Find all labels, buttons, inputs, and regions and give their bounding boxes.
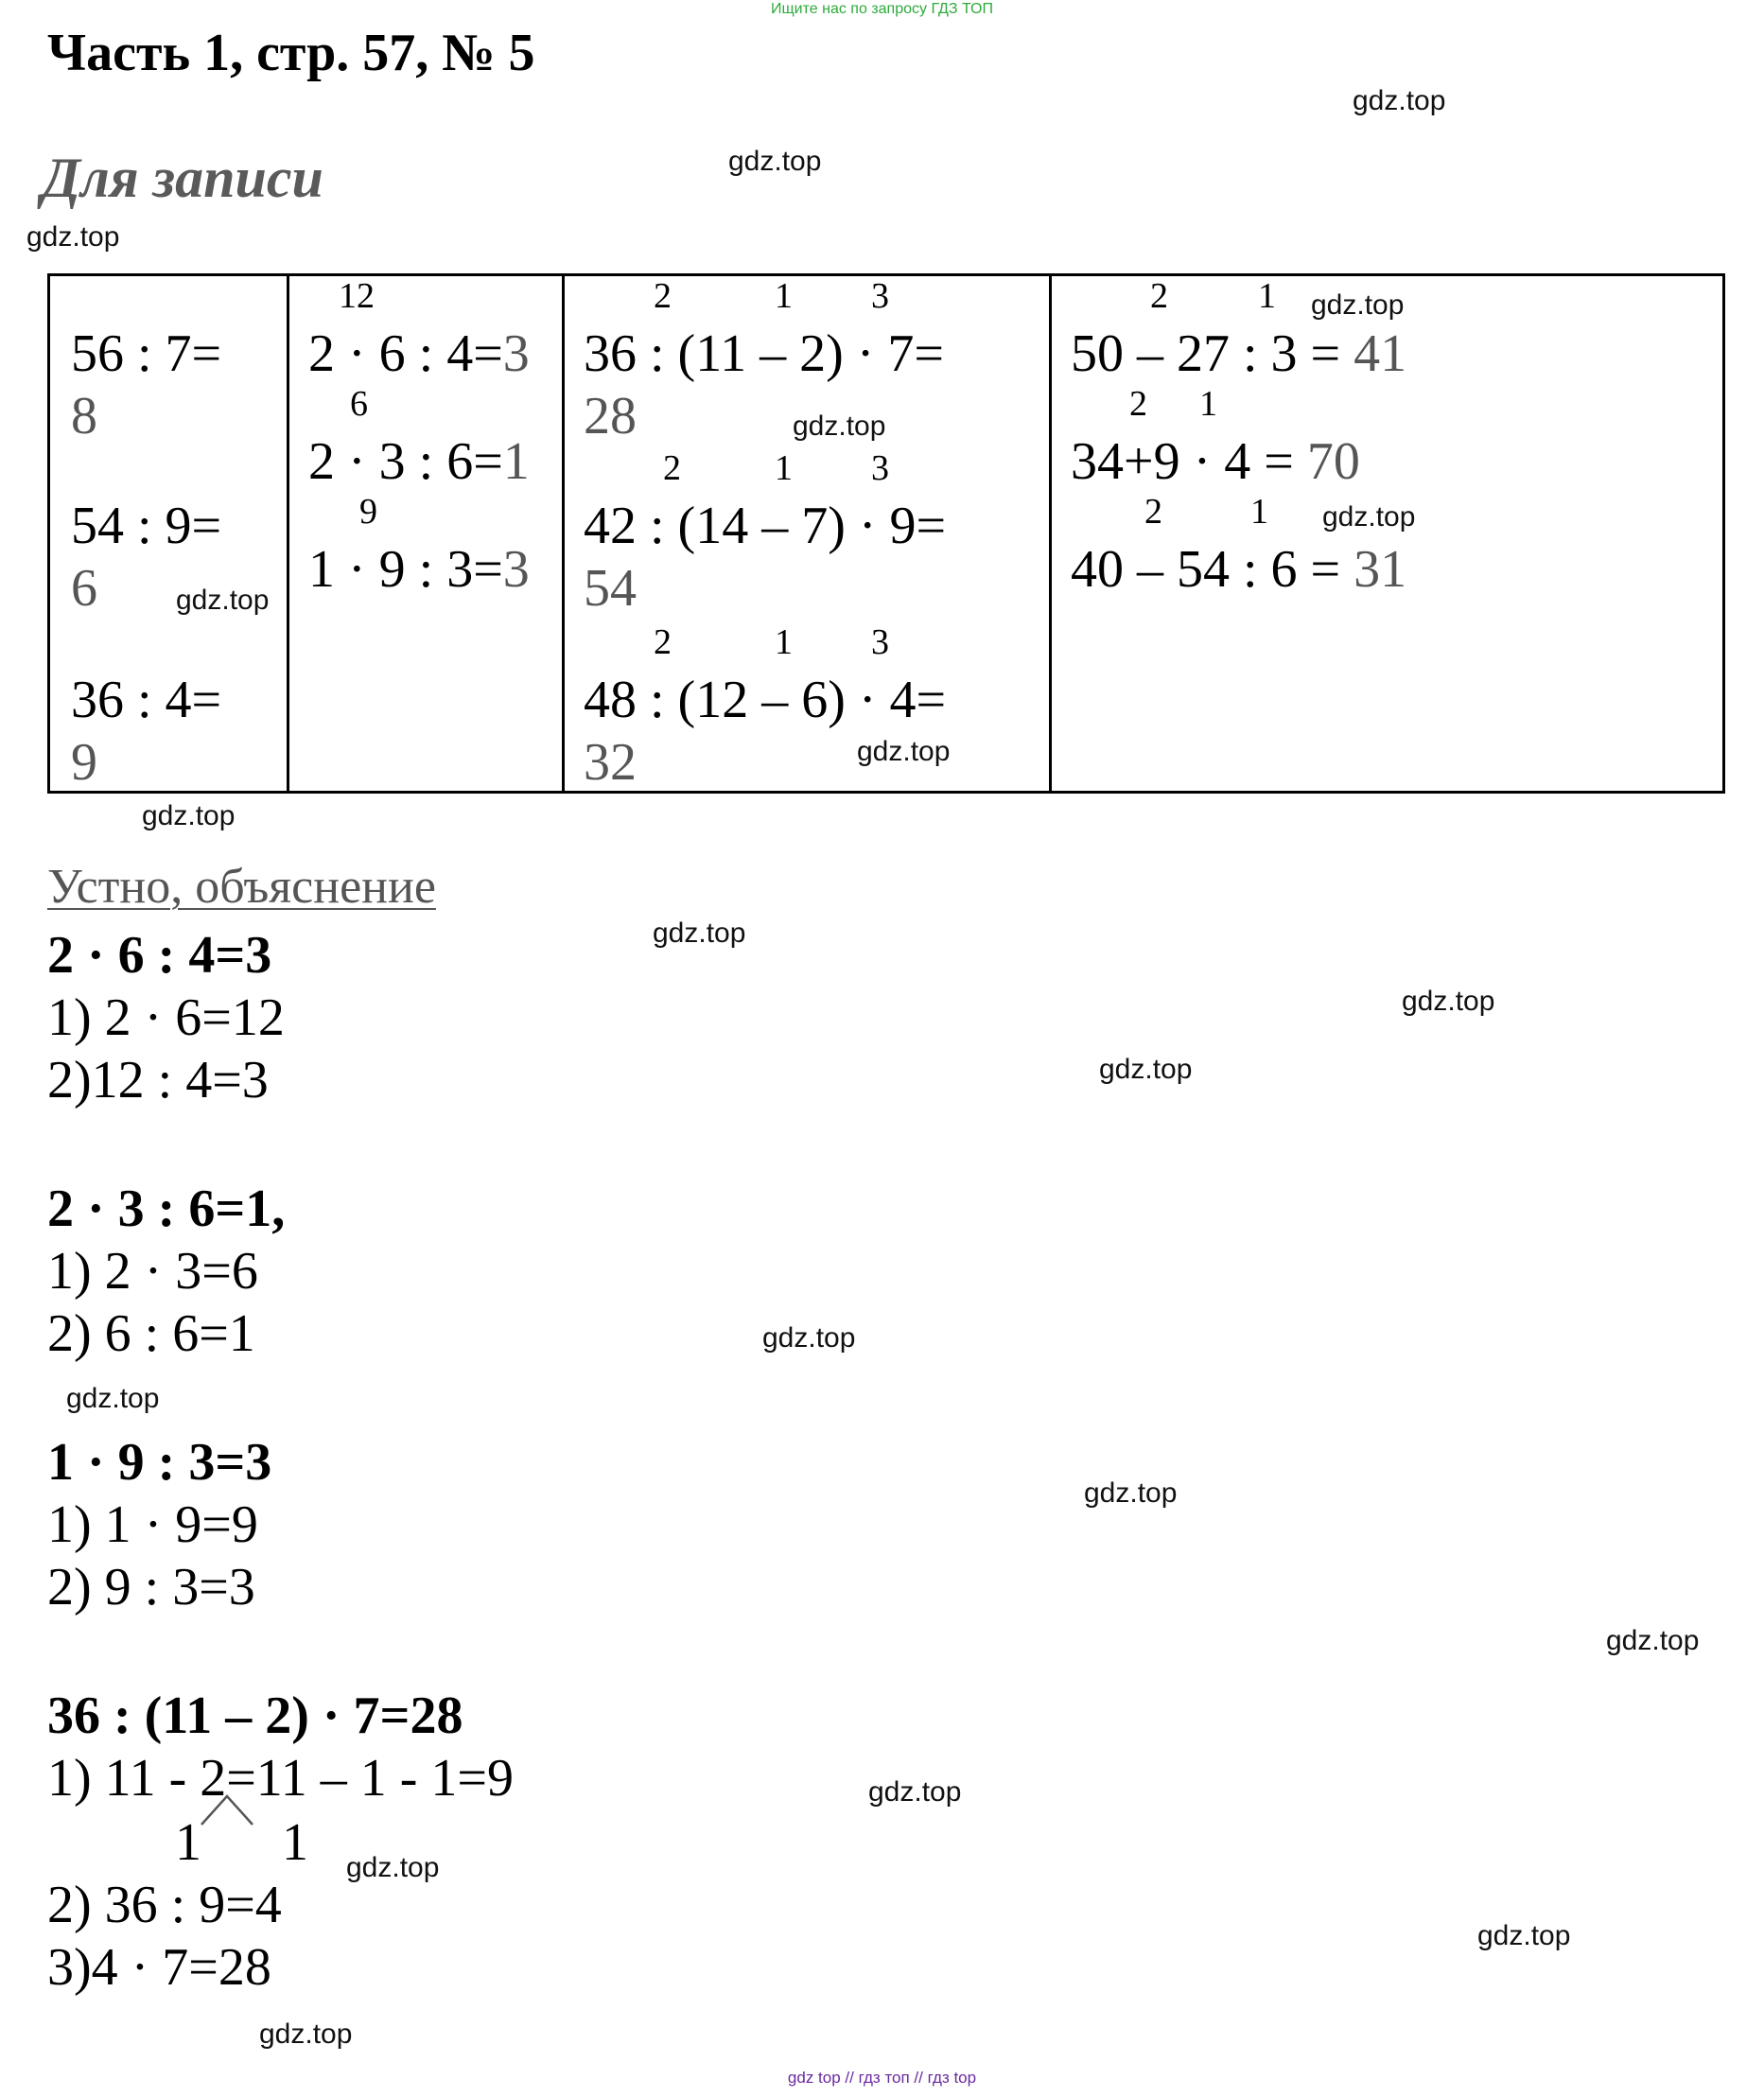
- split-part: 1: [282, 1813, 308, 1872]
- oral-block-title: 36 : (11 – 2) · 7=28: [47, 1686, 463, 1745]
- watermark: gdz.top: [868, 1776, 962, 1808]
- answer: 6: [71, 559, 97, 618]
- split-part: 1: [175, 1813, 201, 1872]
- watermark: gdz.top: [346, 1852, 440, 1883]
- watermark: gdz.top: [857, 736, 951, 767]
- answer: 32: [584, 733, 637, 792]
- oral-step: 1) 11 - 2=11 – 1 - 1=9: [47, 1749, 514, 1808]
- expression: 56 : 7=: [71, 324, 222, 383]
- order-mark: 1: [1250, 492, 1268, 532]
- order-mark: 1: [775, 622, 793, 662]
- watermark: gdz.top: [1084, 1477, 1178, 1509]
- order-mark: 1: [775, 276, 793, 316]
- answer: 8: [71, 387, 97, 446]
- oral-step: 3)4 · 7=28: [47, 1938, 271, 1997]
- order-mark: 1: [1199, 384, 1217, 424]
- table-cell-bracket-expressions: [564, 275, 1051, 793]
- expression: 54 : 9=: [71, 497, 222, 555]
- order-mark: 2: [1144, 492, 1162, 532]
- watermark: gdz.top: [1099, 1054, 1193, 1085]
- order-mark: 2: [1129, 384, 1147, 424]
- expression: 50 – 27 : 3 = 41: [1071, 324, 1407, 383]
- watermark: gdz.top: [793, 411, 886, 442]
- expression: 34+9 · 4 = 70: [1071, 432, 1360, 491]
- expression: 2 · 3 : 6=1: [308, 432, 530, 491]
- watermark: gdz.top: [728, 146, 822, 177]
- section-heading: Для записи: [42, 147, 323, 209]
- oral-step: 1) 1 · 9=9: [47, 1495, 258, 1554]
- expression: 36 : 4=: [71, 671, 222, 729]
- watermark: gdz.top: [176, 585, 270, 616]
- expression: 40 – 54 : 6 = 31: [1071, 540, 1407, 599]
- watermark: gdz.top: [1353, 85, 1446, 116]
- order-mark: 3: [871, 276, 889, 316]
- watermark: gdz.top: [259, 2018, 353, 2050]
- oral-heading: Устно, объяснение: [47, 860, 436, 914]
- watermark: gdz.top: [653, 917, 746, 949]
- oral-step: 1) 2 · 3=6: [47, 1242, 258, 1301]
- order-mark: 1: [1258, 276, 1276, 316]
- answer: 28: [584, 387, 637, 446]
- expression: 36 : (11 – 2) · 7=: [584, 324, 945, 383]
- expression: 1 · 9 : 3=3: [308, 540, 530, 599]
- order-mark: 2: [1150, 276, 1168, 316]
- oral-block-title: 2 · 3 : 6=1,: [47, 1180, 286, 1238]
- oral-block-title: 1 · 9 : 3=3: [47, 1433, 272, 1492]
- oral-step: 1) 2 · 6=12: [47, 988, 285, 1047]
- oral-step: 2) 6 : 6=1: [47, 1304, 255, 1363]
- top-banner[interactable]: Ищите нас по запросу ГДЗ ТОП: [771, 1, 993, 17]
- watermark: gdz.top: [762, 1322, 856, 1354]
- answer: 9: [71, 733, 97, 792]
- order-mark: 2: [654, 276, 672, 316]
- oral-step: 2) 9 : 3=3: [47, 1558, 255, 1616]
- order-mark: 3: [871, 448, 889, 488]
- order-mark: 2: [663, 448, 681, 488]
- order-mark: 1: [775, 448, 793, 488]
- answer: 54: [584, 559, 637, 618]
- watermark: gdz.top: [66, 1383, 160, 1414]
- page-title: Часть 1, стр. 57, № 5: [47, 24, 535, 82]
- intermediate-result: 12: [339, 276, 375, 316]
- oral-step: 2) 36 : 9=4: [47, 1876, 282, 1934]
- answer-table: [47, 273, 1725, 794]
- order-mark: 2: [654, 622, 672, 662]
- expression: 2 · 6 : 4=3: [308, 324, 530, 383]
- table-cell-order-of-operations: [1051, 275, 1724, 793]
- watermark: gdz.top: [1477, 1920, 1571, 1951]
- watermark: gdz.top: [26, 221, 120, 253]
- watermark: gdz.top: [1311, 289, 1405, 321]
- table-cell-simple-division: [49, 275, 288, 793]
- watermark: gdz.top: [142, 800, 236, 831]
- watermark: gdz.top: [1402, 986, 1495, 1017]
- oral-step: 2)12 : 4=3: [47, 1051, 269, 1110]
- watermark: gdz.top: [1322, 501, 1416, 533]
- expression: 42 : (14 – 7) · 9=: [584, 497, 947, 555]
- watermark: gdz.top: [1606, 1625, 1700, 1656]
- expression: 48 : (12 – 6) · 4=: [584, 671, 947, 729]
- intermediate-result: 6: [350, 384, 368, 424]
- table-cell-mult-div: [288, 275, 564, 793]
- order-mark: 3: [871, 622, 889, 662]
- number-split-lines: [194, 1792, 260, 1826]
- intermediate-result: 9: [359, 492, 377, 532]
- bottom-banner[interactable]: gdz top // гдз топ // гдз top: [787, 2069, 977, 2087]
- oral-block-title: 2 · 6 : 4=3: [47, 926, 272, 985]
